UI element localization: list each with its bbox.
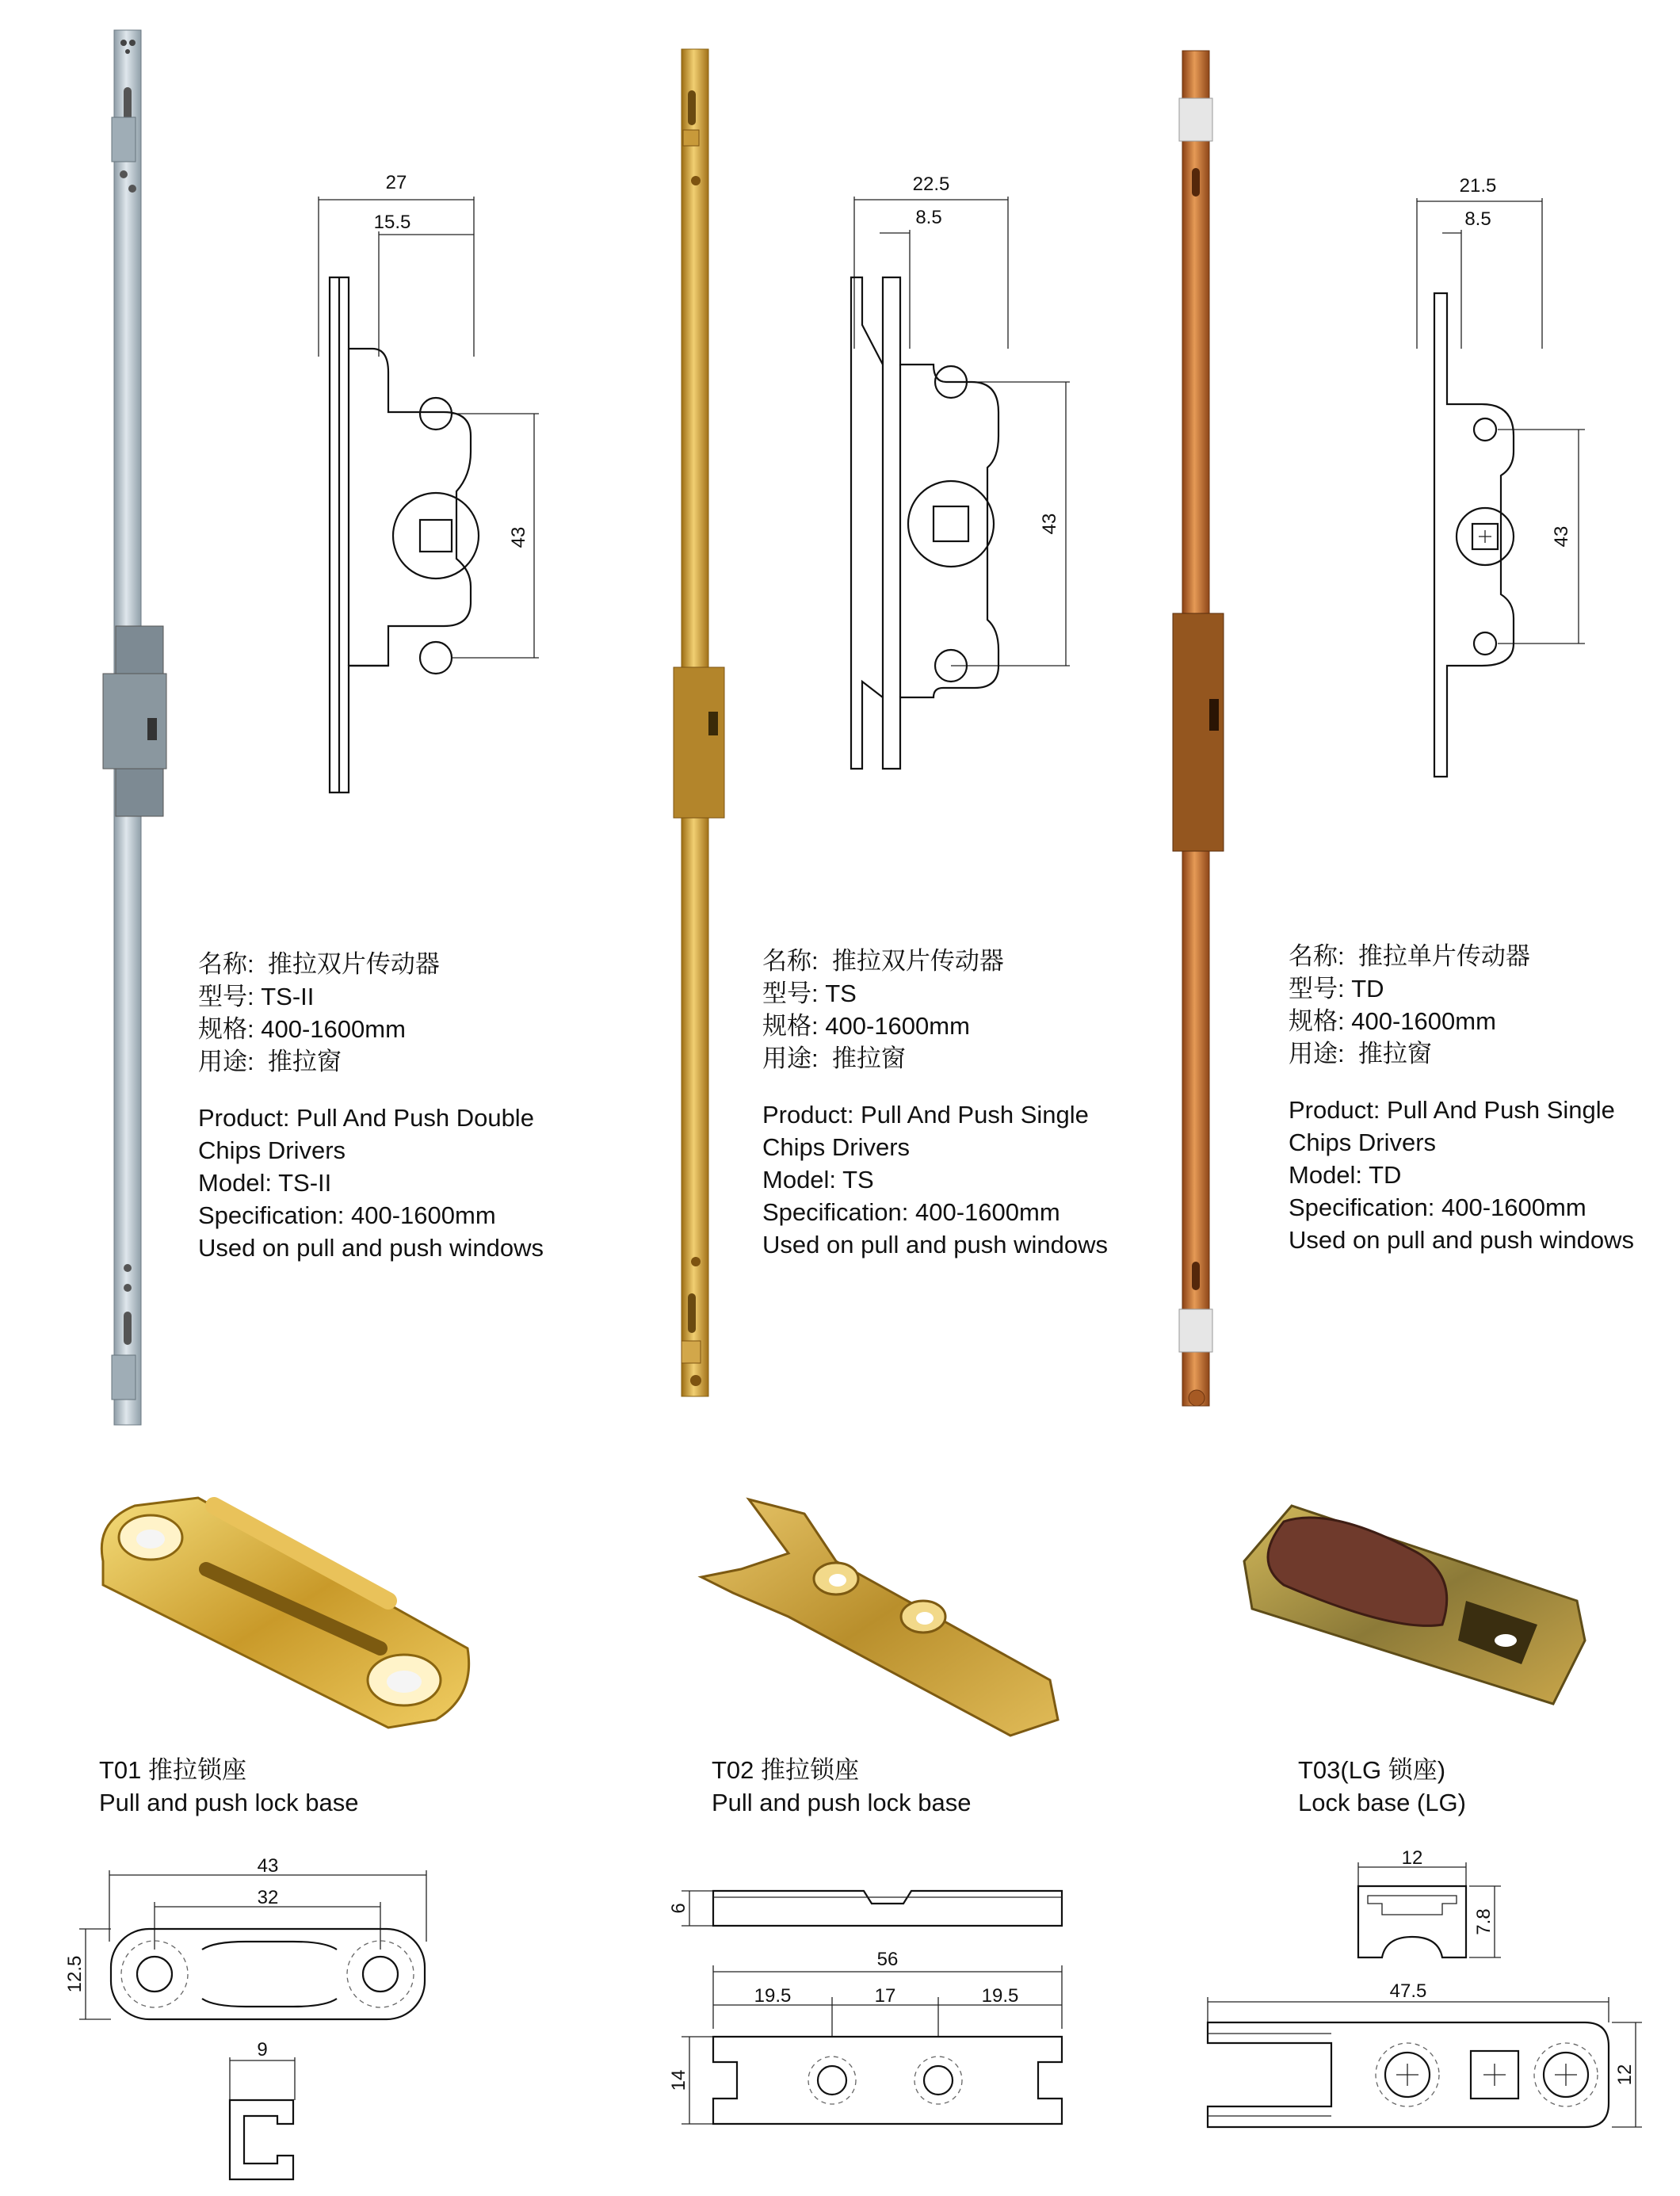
zh-spec-row: 规格: 400-1600mm: [198, 1015, 406, 1043]
zh-spec: 400-1600mm: [1351, 1007, 1496, 1035]
en-model: Model: TS: [762, 1166, 874, 1193]
dim-seg3: 19.5: [981, 1985, 1019, 2007]
zh-spec-row: 规格: 400-1600mm: [762, 1012, 970, 1040]
lock-base-t02-drawing: [666, 1878, 1078, 2140]
zh-model-row: 型号: TS: [762, 980, 857, 1007]
en-spec: Specification: 400-1600mm: [198, 1201, 496, 1229]
zh-model-row: 型号: TS-II: [198, 983, 315, 1010]
zh-name-row: 名称: 推拉双片传动器: [762, 947, 1004, 975]
en-model: Model: TD: [1289, 1161, 1402, 1189]
zh-model: TS: [825, 980, 857, 1007]
zh-name: 推拉双片传动器: [267, 950, 440, 978]
caption-en: Pull and push lock base: [712, 1789, 972, 1816]
zh-use: 推拉窗: [267, 1048, 342, 1075]
en-product-cont: Chips Drivers: [198, 1136, 346, 1164]
en-product: Product: Pull And Push Single: [762, 1101, 1089, 1129]
dim-total: 27: [385, 172, 407, 193]
dim-profile-h: 7.8: [1473, 1908, 1495, 1935]
caption-zh: T03(LG 锁座): [1298, 1756, 1446, 1784]
en-product: Product: Pull And Push Double: [198, 1104, 534, 1132]
en-use: Used on pull and push windows: [198, 1234, 544, 1262]
dim-profile: 9: [257, 2039, 268, 2060]
lock-base-t02-caption: [712, 1754, 971, 1819]
caption-zh: T01 推拉锁座: [99, 1756, 247, 1784]
en-product: Product: Pull And Push Single: [1289, 1096, 1615, 1124]
dim-total: 22.5: [912, 174, 950, 195]
dim-partial: 8.5: [1464, 208, 1491, 230]
zh-use: 推拉窗: [1357, 1040, 1432, 1067]
driver-3-info: [1289, 940, 1634, 1256]
lock-base-t01-caption: [99, 1754, 358, 1819]
en-model: Model: TS-II: [198, 1169, 332, 1197]
zh-use-row: 用途: 推拉窗: [762, 1045, 906, 1072]
dim-height: 14: [668, 2069, 689, 2091]
dim-overall: 43: [257, 1855, 279, 1877]
en-use: Used on pull and push windows: [762, 1231, 1108, 1258]
zh-model: TD: [1351, 975, 1384, 1003]
dim-holes: 43: [508, 526, 529, 548]
dim-overall: 56: [876, 1949, 899, 1970]
driver-1-drawing: [301, 158, 571, 808]
dim-holes: 43: [1551, 525, 1572, 548]
dim-holes: 43: [1039, 513, 1060, 535]
zh-model: TS-II: [261, 983, 315, 1010]
zh-name: 推拉双片传动器: [831, 947, 1004, 975]
dim-profile-w: 12: [1401, 1847, 1423, 1869]
driver-rod-zinc-image: [103, 24, 198, 1434]
zh-spec: 400-1600mm: [825, 1012, 970, 1040]
dim-partial: 15.5: [373, 212, 411, 233]
en-spec: Specification: 400-1600mm: [1289, 1193, 1586, 1221]
en-product-cont: Chips Drivers: [762, 1133, 911, 1161]
zh-name-row: 名称: 推拉单片传动器: [1289, 942, 1530, 970]
zh-name-row: 名称: 推拉双片传动器: [198, 950, 440, 978]
zh-model-row: 型号: TD: [1289, 975, 1384, 1003]
dim-holes: 32: [257, 1887, 279, 1908]
driver-rod-copper-image: [1165, 41, 1244, 1420]
dim-height: 12: [1614, 2064, 1636, 2086]
zh-spec-row: 规格: 400-1600mm: [1289, 1007, 1496, 1035]
lock-base-t03-image: [1236, 1490, 1593, 1720]
zh-name: 推拉单片传动器: [1357, 942, 1530, 970]
dim-overall: 47.5: [1389, 1980, 1427, 2002]
dim-thickness: 6: [668, 1903, 689, 1914]
driver-2-info: [762, 945, 1108, 1261]
driver-1-info: [198, 948, 544, 1264]
caption-en: Pull and push lock base: [99, 1789, 359, 1816]
caption-en: Lock base (LG): [1298, 1789, 1466, 1816]
dim-total: 21.5: [1459, 175, 1497, 197]
dim-seg2: 17: [874, 1985, 896, 2007]
lock-base-t02-image: [693, 1490, 1058, 1743]
dim-partial: 8.5: [915, 207, 942, 228]
driver-2-drawing: [840, 174, 1109, 792]
en-use: Used on pull and push windows: [1289, 1226, 1634, 1254]
zh-spec: 400-1600mm: [261, 1015, 406, 1043]
zh-use-row: 用途: 推拉窗: [198, 1048, 342, 1075]
zh-use: 推拉窗: [831, 1045, 906, 1072]
driver-3-drawing: [1403, 174, 1664, 792]
lock-base-t03-caption: [1298, 1754, 1466, 1819]
lock-base-t03-drawing: [1205, 1847, 1648, 2140]
en-product-cont: Chips Drivers: [1289, 1129, 1437, 1156]
lock-base-t01-image: [87, 1490, 475, 1751]
dim-height: 12.5: [64, 1955, 86, 1993]
lock-base-t01-drawing: [63, 1855, 452, 2187]
en-spec: Specification: 400-1600mm: [762, 1198, 1060, 1226]
caption-zh: T02 推拉锁座: [712, 1756, 860, 1784]
dim-seg1: 19.5: [754, 1985, 792, 2007]
zh-use-row: 用途: 推拉窗: [1289, 1040, 1432, 1067]
driver-rod-brass-image: [664, 41, 743, 1404]
